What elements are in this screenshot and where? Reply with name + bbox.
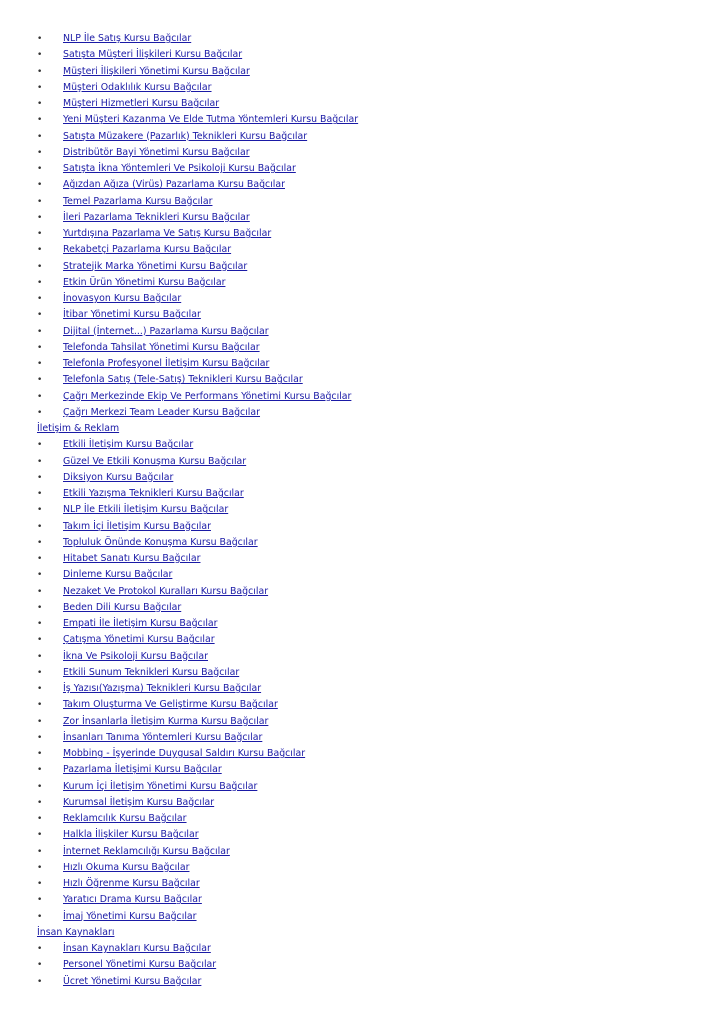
list-item xyxy=(37,941,717,957)
bullet-icon: • xyxy=(37,50,43,61)
list-item xyxy=(37,47,717,63)
list-item xyxy=(37,454,717,470)
section-heading[interactable]: İnsan Kaynakları xyxy=(37,926,115,938)
list-item xyxy=(37,811,717,827)
list-item xyxy=(37,844,717,860)
list-item xyxy=(37,502,717,518)
bullet-icon: • xyxy=(37,684,43,694)
list-item xyxy=(37,746,717,762)
course-link[interactable]: Reklamcılık Kursu Bağcılar xyxy=(63,813,187,824)
course-link[interactable]: Güzel Ve Etkili Konuşma Kursu Bağcılar xyxy=(63,455,247,467)
course-link[interactable]: Hızlı Okuma Kursu Bağcılar xyxy=(63,861,190,873)
list-item xyxy=(37,96,717,112)
bullet-icon: • xyxy=(37,440,43,451)
course-link[interactable]: Hitabet Sanatı Kursu Bağcılar xyxy=(63,553,201,564)
bullet-icon: • xyxy=(37,537,43,548)
course-link[interactable]: Personel Yönetimi Kursu Bağcılar xyxy=(63,959,217,971)
course-link[interactable]: Satışta Müzakere (Pazarlık) Teknikleri Kursu Bağcılar xyxy=(63,130,308,142)
course-link[interactable]: İkna Ve Psikoloji Kursu Bağcılar xyxy=(63,650,209,662)
course-link[interactable]: Halkla İlişkiler Kursu Bağcılar xyxy=(63,829,199,841)
course-link[interactable]: NLP İle Etkili İletişim Kursu Bağcılar xyxy=(63,504,229,516)
bullet-icon: • xyxy=(37,797,43,808)
bullet-icon: • xyxy=(37,505,43,516)
section-heading[interactable]: İletişim & Reklam xyxy=(37,423,120,434)
bullet-icon: • xyxy=(37,879,43,889)
list-item xyxy=(37,649,717,665)
course-link[interactable]: Takım İçi İletişim Kursu Bağcılar xyxy=(63,520,211,532)
course-link[interactable]: Çağrı Merkezinde Ekip Ve Performans Yönetimi Kursu Bağcılar xyxy=(63,390,352,402)
bullet-icon: • xyxy=(37,846,43,857)
list-item xyxy=(37,210,717,226)
bullet-icon: • xyxy=(37,359,43,369)
list-item xyxy=(37,909,717,925)
course-link[interactable]: Yurtdışına Pazarlama Ve Satış Kursu Bağcılar xyxy=(63,228,272,239)
bullet-icon: • xyxy=(37,830,43,841)
course-link[interactable]: İnsan Kaynakları Kursu Bağcılar xyxy=(63,943,211,954)
course-link[interactable]: Etkin Ürün Yönetimi Kursu Bağcılar xyxy=(63,276,226,288)
course-link[interactable]: Müşteri İlişkileri Yönetimi Kursu Bağcılar xyxy=(63,65,250,77)
bullet-icon: • xyxy=(37,82,43,93)
course-link[interactable]: Takım Oluşturma Ve Geliştirme Kursu Bağcılar xyxy=(63,699,278,711)
bullet-icon: • xyxy=(37,570,43,581)
list-item xyxy=(37,324,717,340)
list-item xyxy=(37,860,717,876)
list-item xyxy=(37,177,717,193)
list-item xyxy=(37,129,717,145)
bullet-icon: • xyxy=(37,765,43,776)
course-link[interactable]: Dijital (İnternet...) Pazarlama Kursu Bağcılar xyxy=(63,325,269,337)
bullet-icon: • xyxy=(37,472,43,483)
list-item xyxy=(37,730,717,746)
course-link[interactable]: Hızlı Öğrenme Kursu Bağcılar xyxy=(63,878,200,889)
list-item xyxy=(37,567,717,583)
course-link[interactable]: Nezaket Ve Protokol Kuralları Kursu Bağcılar xyxy=(63,585,269,597)
course-link[interactable]: Satışta Müşteri İlişkileri Kursu Bağcılar xyxy=(63,49,243,61)
bullet-icon: • xyxy=(37,489,43,499)
list-item xyxy=(37,632,717,648)
list-item xyxy=(37,145,717,161)
list-item xyxy=(37,551,717,567)
bullet-icon: • xyxy=(37,196,43,207)
bullet-icon: • xyxy=(37,602,43,613)
list-item xyxy=(37,535,717,551)
bullet-icon: • xyxy=(37,521,43,532)
list-item xyxy=(37,779,717,795)
course-link[interactable]: Dinleme Kursu Bağcılar xyxy=(63,569,173,581)
bullet-icon: • xyxy=(37,164,43,174)
list-item xyxy=(37,389,717,405)
bullet-icon: • xyxy=(37,115,43,126)
course-link[interactable]: İtibar Yönetimi Kursu Bağcılar xyxy=(63,309,201,321)
list-item xyxy=(37,259,717,275)
list-item xyxy=(37,275,717,291)
course-link[interactable]: Empati İle İletişim Kursu Bağcılar xyxy=(63,618,218,629)
bullet-icon: • xyxy=(37,212,43,223)
course-link[interactable]: Telefonda Tahsilat Yönetimi Kursu Bağcılar xyxy=(63,341,260,353)
list-item xyxy=(37,356,717,372)
list-item xyxy=(37,340,717,356)
course-link[interactable]: NLP İle Satış Kursu Bağcılar xyxy=(63,33,192,44)
list-item xyxy=(37,519,717,535)
bullet-icon: • xyxy=(37,310,43,321)
list-item xyxy=(37,161,717,177)
course-link[interactable]: Çatışma Yönetimi Kursu Bağcılar xyxy=(63,634,215,646)
course-link[interactable]: Zor İnsanlarla İletişim Kurma Kursu Bağcılar xyxy=(63,715,269,727)
course-link[interactable]: Topluluk Önünde Konuşma Kursu Bağcılar xyxy=(63,536,258,548)
list-item xyxy=(37,600,717,616)
bullet-icon: • xyxy=(37,960,43,971)
course-link[interactable]: İnternet Reklamcılığı Kursu Bağcılar xyxy=(63,845,230,857)
course-link[interactable]: Rekabetçi Pazarlama Kursu Bağcılar xyxy=(63,244,232,256)
list-item xyxy=(37,307,717,323)
course-link[interactable]: Etkili Yazışma Teknikleri Kursu Bağcılar xyxy=(63,488,244,499)
list-item xyxy=(37,64,717,80)
list-item xyxy=(37,681,717,697)
course-link[interactable]: Telefonla Satış (Tele-Satış) Teknikleri Kursu Bağcılar xyxy=(63,374,303,386)
bullet-icon: • xyxy=(37,635,43,646)
course-link[interactable]: Kurumsal İletişim Kursu Bağcılar xyxy=(63,796,215,808)
bullet-icon: • xyxy=(37,245,43,256)
course-link[interactable]: Müşteri Hizmetleri Kursu Bağcılar xyxy=(63,98,220,109)
course-link[interactable]: İnsanları Tanıma Yöntemleri Kursu Bağcılar xyxy=(63,731,263,743)
bullet-icon: • xyxy=(37,131,43,142)
bullet-icon: • xyxy=(37,944,43,954)
list-item xyxy=(37,892,717,908)
bullet-icon: • xyxy=(37,456,43,467)
list-item xyxy=(37,372,717,388)
list-item xyxy=(37,827,717,843)
course-link[interactable]: Beden Dili Kursu Bağcılar xyxy=(63,601,182,613)
list-item xyxy=(37,714,717,730)
bullet-icon: • xyxy=(37,862,43,873)
list-item xyxy=(37,194,717,210)
bullet-icon: • xyxy=(37,732,43,743)
course-link[interactable]: Etkili Sunum Teknikleri Kursu Bağcılar xyxy=(63,666,240,678)
course-link[interactable]: Ağızdan Ağıza (Virüs) Pazarlama Kursu Bağcılar xyxy=(63,179,285,191)
bullet-icon: • xyxy=(37,911,43,922)
bullet-icon: • xyxy=(37,147,43,158)
list-item xyxy=(37,697,717,713)
course-link[interactable]: Etkili İletişim Kursu Bağcılar xyxy=(63,439,194,451)
list-item xyxy=(37,470,717,486)
course-link[interactable]: Çağrı Merkezi Team Leader Kursu Bağcılar xyxy=(63,406,261,418)
course-link[interactable]: Diksiyon Kursu Bağcılar xyxy=(63,471,174,483)
bullet-icon: • xyxy=(37,99,43,109)
course-link[interactable]: Stratejik Marka Yönetimi Kursu Bağcılar xyxy=(63,260,248,272)
course-link[interactable]: Yaratıcı Drama Kursu Bağcılar xyxy=(63,894,202,906)
bullet-icon: • xyxy=(37,716,43,727)
bullet-icon: • xyxy=(37,326,43,337)
bullet-icon: • xyxy=(37,976,43,987)
list-item xyxy=(37,112,717,128)
bullet-icon: • xyxy=(37,554,43,564)
bullet-icon: • xyxy=(37,749,43,759)
bullet-icon: • xyxy=(37,229,43,239)
bullet-icon: • xyxy=(37,407,43,418)
list-item xyxy=(37,405,717,421)
bullet-icon: • xyxy=(37,261,43,272)
course-link[interactable]: Telefonla Profesyonel İletişim Kursu Bağcılar xyxy=(63,358,270,369)
list-item xyxy=(37,242,717,258)
bullet-icon: • xyxy=(37,651,43,662)
list-item xyxy=(37,291,717,307)
course-link[interactable]: Satışta İkna Yöntemleri Ve Psikoloji Kursu Bağcılar xyxy=(63,163,296,174)
course-list-document xyxy=(37,31,717,990)
course-link[interactable]: Ücret Yönetimi Kursu Bağcılar xyxy=(63,975,202,987)
bullet-icon: • xyxy=(37,66,43,77)
list-item xyxy=(37,80,717,96)
bullet-icon: • xyxy=(37,277,43,288)
course-link[interactable]: Distribütör Bayi Yönetimi Kursu Bağcılar xyxy=(63,146,250,158)
course-link[interactable]: İleri Pazarlama Teknikleri Kursu Bağcılar xyxy=(63,211,250,223)
list-item xyxy=(37,974,717,990)
course-link[interactable]: Mobbing - İşyerinde Duygusal Saldırı Kursu Bağcılar xyxy=(63,748,306,759)
course-link[interactable]: İnovasyon Kursu Bağcılar xyxy=(63,293,182,304)
list-item xyxy=(37,584,717,600)
list-item xyxy=(37,437,717,453)
list-item xyxy=(37,957,717,973)
course-link[interactable]: Pazarlama İletişimi Kursu Bağcılar xyxy=(63,764,222,776)
bullet-icon: • xyxy=(37,342,43,353)
bullet-icon: • xyxy=(37,667,43,678)
bullet-icon: • xyxy=(37,781,43,792)
bullet-icon: • xyxy=(37,294,43,304)
list-item xyxy=(37,486,717,502)
bullet-icon: • xyxy=(37,619,43,629)
list-item xyxy=(37,762,717,778)
list-item xyxy=(37,876,717,892)
bullet-icon: • xyxy=(37,895,43,906)
course-link[interactable]: Yeni Müşteri Kazanma Ve Elde Tutma Yöntemleri Kursu Bağcılar xyxy=(63,114,359,126)
bullet-icon: • xyxy=(37,375,43,386)
list-item xyxy=(37,226,717,242)
bullet-icon: • xyxy=(37,814,43,824)
course-link[interactable]: Müşteri Odaklılık Kursu Bağcılar xyxy=(63,81,212,93)
course-link[interactable]: İş Yazısı(Yazışma) Teknikleri Kursu Bağcılar xyxy=(63,683,262,694)
bullet-icon: • xyxy=(37,700,43,711)
list-item xyxy=(37,665,717,681)
course-link[interactable]: İmaj Yönetimi Kursu Bağcılar xyxy=(63,910,197,922)
bullet-icon: • xyxy=(37,391,43,402)
bullet-icon: • xyxy=(37,180,43,191)
bullet-icon: • xyxy=(37,586,43,597)
course-link[interactable]: Kurum İçi İletişim Yönetimi Kursu Bağcılar xyxy=(63,780,258,792)
list-item xyxy=(37,616,717,632)
bullet-icon: • xyxy=(37,34,43,44)
course-link[interactable]: Temel Pazarlama Kursu Bağcılar xyxy=(63,195,213,207)
list-item xyxy=(37,31,717,47)
list-item xyxy=(37,795,717,811)
